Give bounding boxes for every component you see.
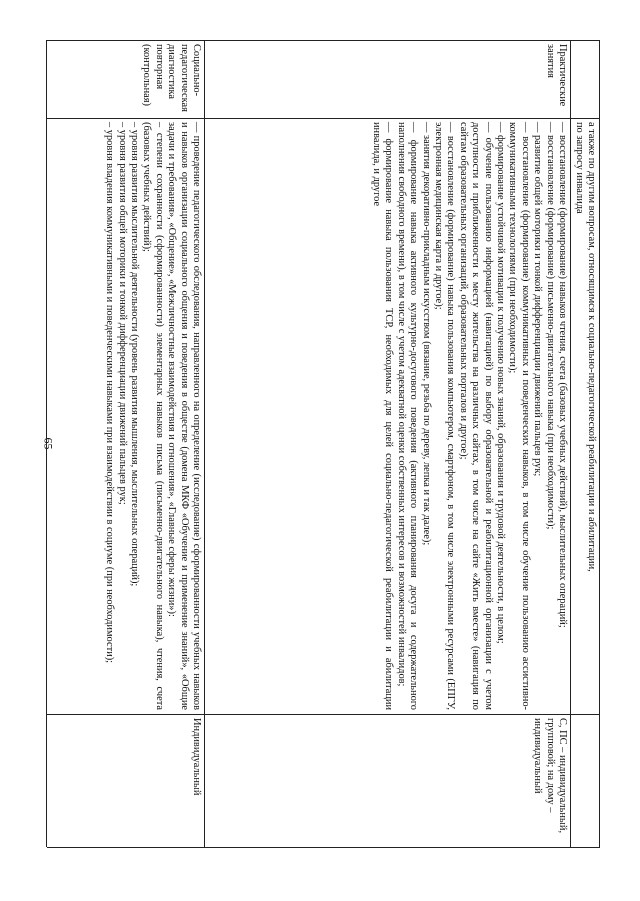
list-item: — восстановление (формирование) навыков чтения, счета (базовых учебных действий), мыслительных операций; — [557, 122, 568, 628]
list-item: — формирование устойчивой мотивации к получению новых знаний, образования и трудовой деятельности, в целом; — [494, 122, 506, 644]
list-item: — обучение пользованию информацией (навигацией) по выбору образовательной и реабилитационной организации с учетом доступности и приближенности к месту жительства на различных сайтах, в том числе на сайте «Жить вместе» (навигация по сайтам образовательных организаций, образовательных порталов и другое); — [457, 122, 494, 710]
list-item: — проведение педагогического обследования, направленного на определение (исследование) сформированности учебных навыков и навыков организации социального общения и поведения в обществе (домена МКФ «Обучение и применение знаний», «Общие задачи и требования», «Общение», «Межличностные взаимодействия и отношения», «Главные сферы жизни»): — [166, 122, 202, 710]
list-item: — восстановление (формирование) коммуникативных и поведенческих навыков, в том числе обучение пользованию ассистивно-коммуникативными технологиями (при необходимости); — [507, 122, 531, 710]
table-row — [46, 40, 205, 847]
service-content-cell — [101, 118, 204, 714]
table-row — [204, 40, 571, 847]
service-form-cell — [595, 714, 599, 847]
service-type-cell: Практические занятия — [544, 44, 568, 107]
column-divider — [47, 847, 600, 848]
services-table — [48, 40, 600, 847]
list-item: — развитие общей моторики и тонкой дифференциации движений пальцев рук; — [532, 122, 544, 477]
page-number: 65 — [41, 437, 56, 450]
list-item: — формирование навыка пользования ТСР, необходимых для целей социально-педагогической реабилитации и абилитации инвалида, и другое — [370, 122, 395, 710]
column-divider — [47, 40, 600, 41]
list-item: по запросу инвалида — [573, 122, 585, 214]
table-row — [570, 40, 600, 847]
service-type-cell — [595, 40, 599, 118]
list-item: — занятия декоративно-прикладным искусством (вязание, резьба по дереву, лепка и так далее); — [420, 122, 432, 546]
service-content-cell — [570, 118, 599, 714]
service-content-cell — [368, 118, 571, 714]
list-item: – уровня развития мыслительной деятельности (уровень развития мышления, мыслительных операций); — [128, 122, 140, 587]
list-item: — формирование навыка активного культурно-досугового поведения (активного планирования досуга и содержательного наполнения свободного времени), в том числе с учетом адекватной оценки собственных интересов и возможностей инвалидов; — [395, 122, 420, 710]
list-item: — восстановление (формирование) навыка пользования компьютером, смартфоном, в том числе электронными ресурсами (ЕПГУ, электронная медицинская карта и другое); — [432, 122, 457, 710]
list-item: – уровня владения коммуникативными и поведенческими навыками при взаимодействии в социуме (при необходимости); — [104, 122, 116, 664]
list-item: — восстановление (формирование) письменно-двигательного навыка (при необходимости); — [544, 122, 556, 530]
list-item: – уровня развития общей моторики и тонкой дифференциации движений пальцев рук; — [116, 122, 128, 505]
column-divider — [47, 118, 600, 119]
service-form-cell: С, ПС – индивидуальный, групповой; на дому – индивидуальный — [532, 718, 568, 834]
column-divider — [47, 714, 600, 715]
service-form-cell: Индивидуальный — [191, 718, 202, 796]
service-type-cell: Социально-педагогическая диагностика повторная (контрольная) — [141, 44, 202, 112]
list-item: – степени сохранности (сформированности) элементарных навыков письма (письменно-двигательного навыка), чтения, счета (базовых учебных действий); — [141, 122, 165, 710]
list-item: а также по другим вопросам, относящимся к социально-педагогической реабилитации и абилитации, — [586, 122, 597, 572]
